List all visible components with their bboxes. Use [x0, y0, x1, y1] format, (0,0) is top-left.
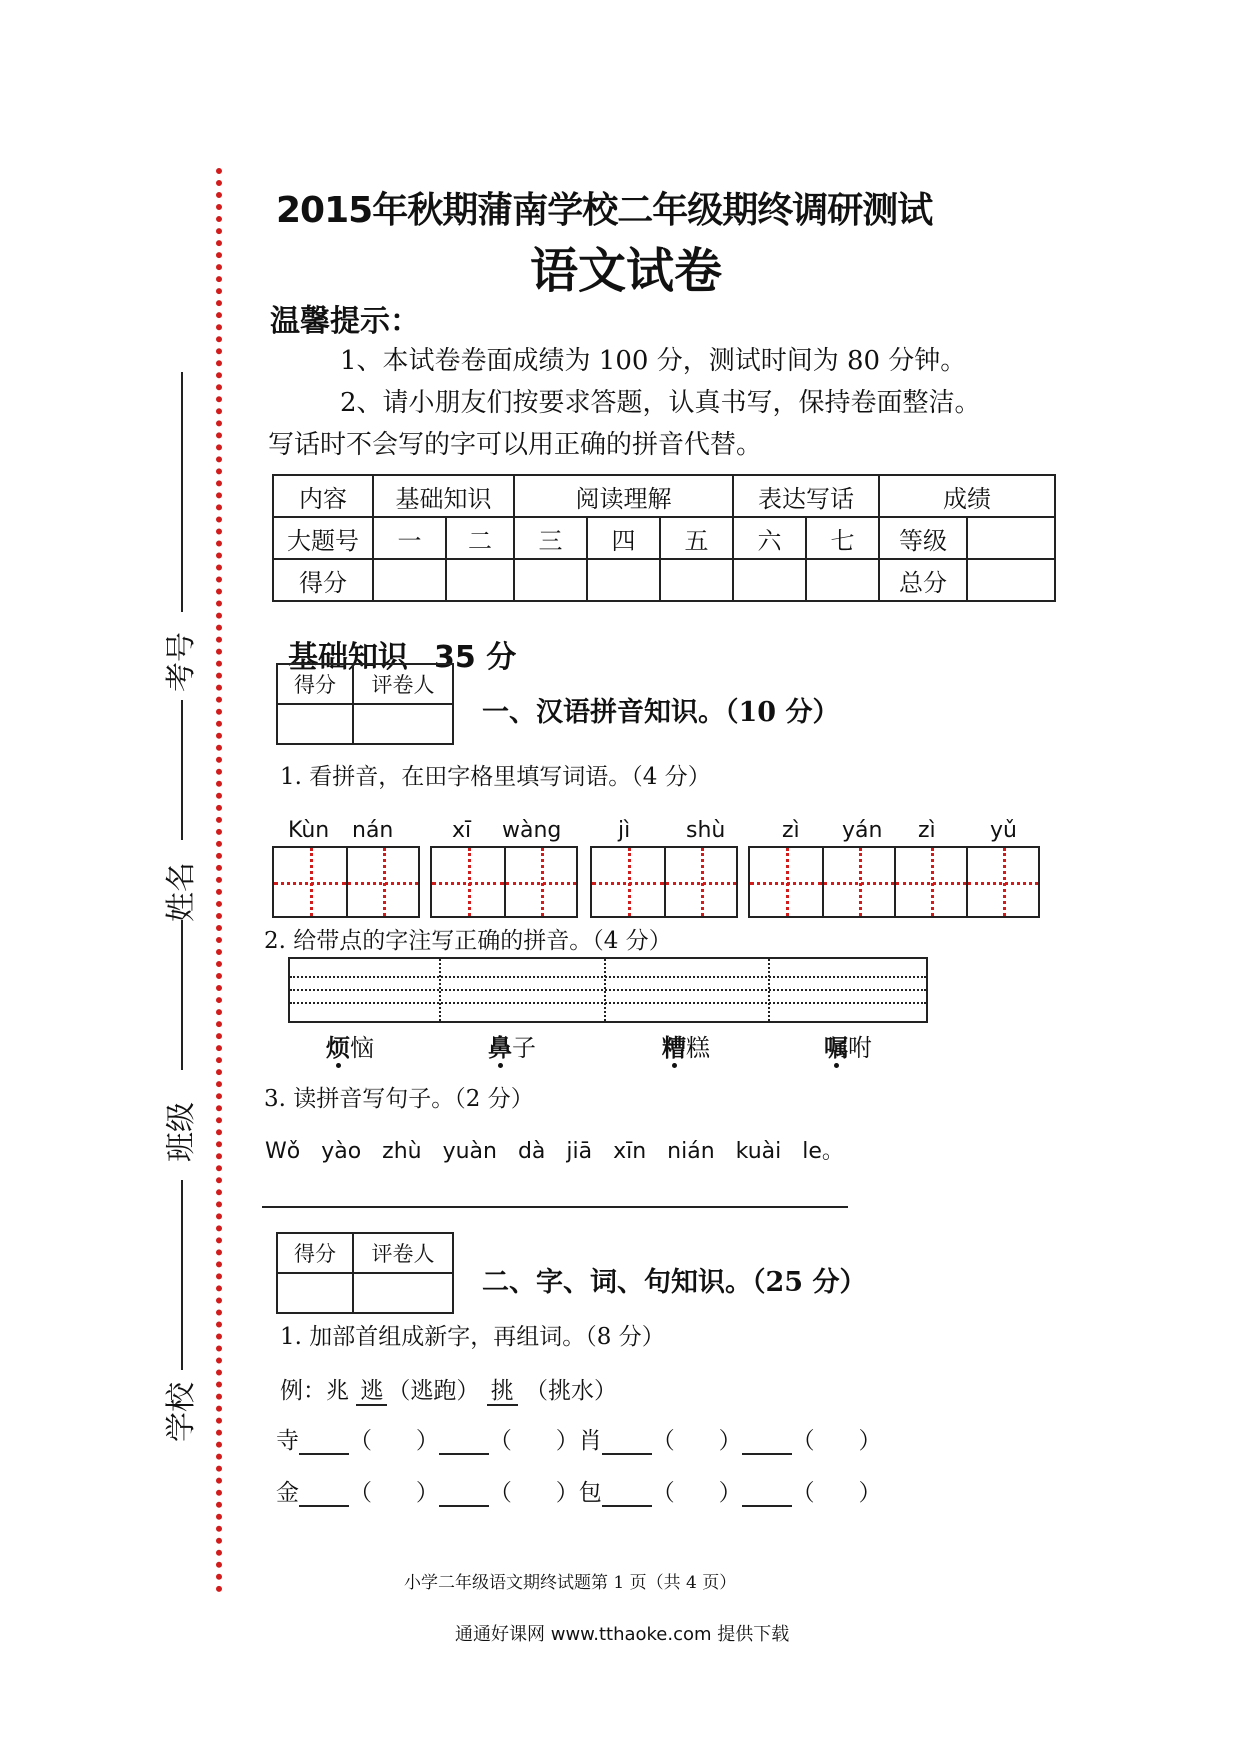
new-char-blank[interactable]: [602, 1427, 652, 1455]
pinyin-label: Kùn: [288, 818, 330, 843]
grid-divider: [604, 959, 606, 1021]
new-char-blank[interactable]: [742, 1479, 792, 1507]
tianzige-box[interactable]: [750, 848, 822, 916]
tianzige-box[interactable]: [274, 848, 346, 916]
tianzige-box[interactable]: [966, 848, 1038, 916]
word-rest: 咐: [848, 1034, 872, 1062]
example-new-char-1: 逃: [356, 1378, 387, 1406]
score-table-q4: 四: [587, 517, 660, 559]
tianzige-box[interactable]: [822, 848, 894, 916]
margin-line-class: [181, 920, 183, 1070]
example-word-2: （挑水）: [524, 1378, 617, 1404]
margin-label-school: 学校: [164, 1382, 199, 1442]
grid-guide-line: [290, 976, 926, 978]
sentence-answer-line[interactable]: [262, 1206, 848, 1208]
example-row: [280, 1372, 617, 1405]
tianzige-group-4: [748, 846, 1040, 918]
tianzige-group-1: [272, 846, 420, 918]
grader-score-label: 得分: [277, 1233, 353, 1273]
score-table-q6: 六: [733, 517, 806, 559]
grader-box-part2: [276, 1232, 454, 1314]
tianzige-box[interactable]: [894, 848, 966, 916]
margin-label-exam-number: 考号: [164, 632, 199, 692]
pinyin-label: zì: [918, 818, 936, 843]
part1-heading: 一、汉语拼音知识。（10 分）: [482, 697, 840, 728]
grader-name-label: 评卷人: [353, 664, 453, 704]
part1-question-3: 3. 读拼音写句子。（2 分）: [264, 1086, 534, 1112]
tianzige-box[interactable]: [346, 848, 418, 916]
example-prefix: 例：兆: [280, 1378, 349, 1404]
score-cell[interactable]: [373, 559, 446, 601]
example-word-1: （逃跑）: [387, 1378, 480, 1404]
score-cell[interactable]: [660, 559, 733, 601]
pinyin-label: wàng: [502, 818, 562, 843]
new-char-blank[interactable]: [299, 1479, 349, 1507]
tip-line-3: 写话时不会写的字可以用正确的拼音代替。: [268, 430, 763, 460]
margin-line-name: [181, 700, 183, 840]
part2-question-1: 1. 加部首组成新字，再组词。（8 分）: [280, 1324, 665, 1350]
word-rest: 子: [512, 1034, 536, 1062]
pinyin-label: nán: [352, 818, 394, 843]
score-table-q1: 一: [373, 517, 446, 559]
dotted-char: 烦: [326, 1033, 350, 1062]
pinyin-label: shù: [686, 818, 726, 843]
grader-name-label: 评卷人: [353, 1233, 453, 1273]
score-table-label-question: 大题号: [273, 517, 373, 559]
score-table-total-cell[interactable]: [967, 559, 1055, 601]
score-cell[interactable]: [806, 559, 879, 601]
pinyin-writing-grid[interactable]: [288, 957, 928, 1023]
grid-divider: [768, 959, 770, 1021]
dotted-word: [824, 1028, 872, 1063]
exercise-row-2: 金 （ ） （ ）包 （ ） （ ）: [276, 1480, 882, 1506]
dotted-word: [662, 1028, 710, 1063]
grid-guide-line: [290, 1002, 926, 1004]
dotted-word: [326, 1028, 374, 1063]
grader-score-cell[interactable]: [277, 1273, 353, 1313]
grader-box-part1: [276, 663, 454, 745]
section-basic-points: 35 分: [434, 640, 517, 675]
part1-question-1: 1. 看拼音，在田字格里填写词语。（4 分）: [280, 764, 711, 790]
score-table-q7: 七: [806, 517, 879, 559]
score-cell[interactable]: [587, 559, 660, 601]
section-basic-title: 基础知识: [288, 640, 408, 675]
score-table-header-content: 内容: [273, 475, 373, 517]
new-char-blank[interactable]: [299, 1427, 349, 1455]
score-cell[interactable]: [446, 559, 514, 601]
margin-line-exam-number: [181, 372, 183, 612]
download-credit: 通通好课网 www.tthaoke.com 提供下载: [455, 1624, 790, 1645]
tianzige-box[interactable]: [504, 848, 576, 916]
score-table-header-result: 成绩: [879, 475, 1055, 517]
score-table-label-grade: 等级: [879, 517, 967, 559]
dotted-char: 糟: [662, 1033, 686, 1062]
margin-label-name: 姓名: [164, 862, 199, 922]
score-table-q3: 三: [514, 517, 587, 559]
exam-subject-title: 语文试卷: [530, 243, 723, 299]
part1-question-2: 2. 给带点的字注写正确的拼音。（4 分）: [264, 928, 672, 954]
new-char-blank[interactable]: [742, 1427, 792, 1455]
word-rest: 恼: [350, 1034, 374, 1062]
grader-score-cell[interactable]: [277, 704, 353, 744]
tips-heading: 温馨提示：: [270, 304, 420, 339]
score-cell[interactable]: [514, 559, 587, 601]
pinyin-label: yán: [842, 818, 883, 843]
base-char: 寺: [276, 1428, 299, 1454]
tip-line-1: 1、本试卷卷面成绩为 100 分，测试时间为 80 分钟。: [340, 346, 967, 376]
tianzige-box[interactable]: [592, 848, 664, 916]
score-table-q2: 二: [446, 517, 514, 559]
dotted-word: [488, 1028, 536, 1063]
tianzige-group-3: [590, 846, 738, 918]
example-new-char-2: 挑: [487, 1378, 518, 1406]
score-table-header-basic: 基础知识: [373, 475, 514, 517]
score-table-grade-cell[interactable]: [967, 517, 1055, 559]
grader-name-cell[interactable]: [353, 704, 453, 744]
grader-score-label: 得分: [277, 664, 353, 704]
exam-title: 2015年秋期蒲南学校二年级期终调研测试: [276, 190, 933, 231]
margin-label-class: 班级: [164, 1102, 199, 1162]
score-table-header-reading: 阅读理解: [514, 475, 733, 517]
score-table-q5: 五: [660, 517, 733, 559]
tianzige-box[interactable]: [432, 848, 504, 916]
grader-name-cell[interactable]: [353, 1273, 453, 1313]
tianzige-group-2: [430, 846, 578, 918]
dotted-char: 鼻: [488, 1033, 512, 1062]
base-char: 肖: [578, 1428, 602, 1454]
dotted-char: 嘱: [824, 1033, 848, 1062]
exercise-row-1: 寺 （ ） （ ）肖 （ ） （ ）: [276, 1428, 882, 1454]
word-rest: 糕: [686, 1034, 710, 1062]
score-table: [272, 474, 1056, 602]
score-table-label-total: 总分: [879, 559, 967, 601]
tianzige-box[interactable]: [664, 848, 736, 916]
pinyin-label: yǔ: [990, 818, 1017, 843]
score-table-header-writing: 表达写话: [733, 475, 879, 517]
sentence-pinyin: Wǒ yào zhù yuàn dà jiā xīn nián kuài le。: [265, 1139, 844, 1164]
binding-dotted-line: [216, 168, 222, 1593]
pinyin-label: jì: [618, 818, 631, 843]
page-footer: 小学二年级语文期终试题第 1 页（共 4 页）: [404, 1573, 737, 1593]
grid-divider: [439, 959, 441, 1021]
new-char-blank[interactable]: [602, 1479, 652, 1507]
tip-line-2: 2、请小朋友们按要求答题，认真书写，保持卷面整洁。: [340, 388, 981, 418]
base-char: 包: [578, 1480, 602, 1506]
part2-heading: 二、字、词、句知识。（25 分）: [482, 1267, 867, 1298]
grid-guide-line: [290, 989, 926, 991]
pinyin-label: xī: [452, 818, 472, 843]
base-char: 金: [276, 1480, 299, 1506]
new-char-blank[interactable]: [439, 1479, 489, 1507]
score-table-label-score: 得分: [273, 559, 373, 601]
new-char-blank[interactable]: [439, 1427, 489, 1455]
margin-line-school: [181, 1180, 183, 1370]
pinyin-label: zì: [782, 818, 800, 843]
score-cell[interactable]: [733, 559, 806, 601]
